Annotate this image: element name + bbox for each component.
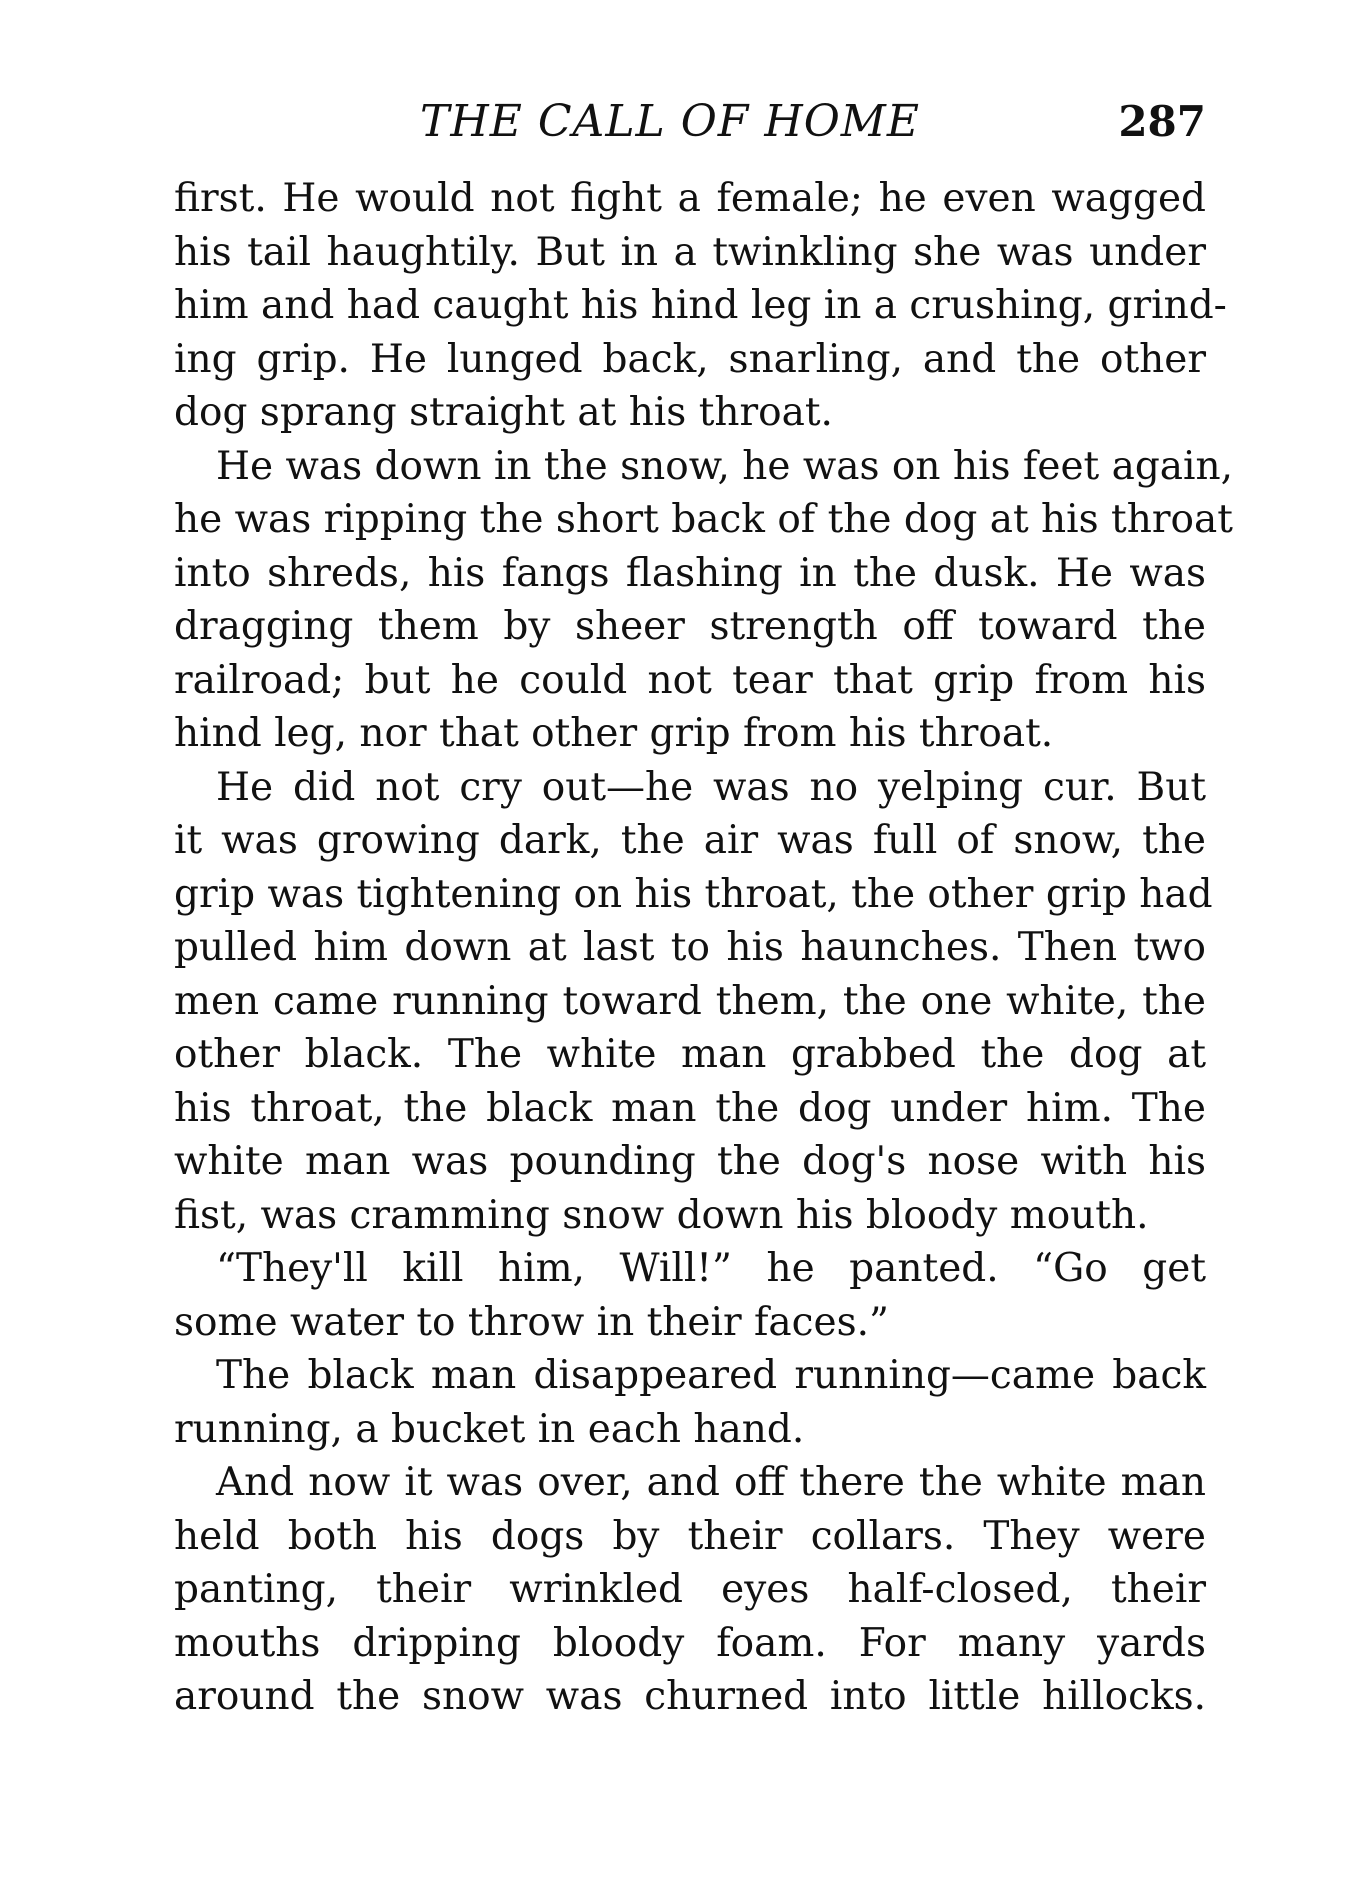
text-line: mouths dripping bloody foam. For many yards — [174, 1620, 1206, 1666]
text-line: fist, was cramming snow down his bloody mouth. — [174, 1192, 1149, 1238]
text-line: ing grip. He lunged back, snarling, and the other — [174, 336, 1206, 382]
paragraph-2 — [174, 440, 1234, 761]
paragraph-6 — [174, 1456, 1206, 1724]
text-line: held both his dogs by their collars. They were — [174, 1513, 1206, 1559]
text-line: men came running toward them, the one white, the — [174, 978, 1206, 1024]
text-line: his throat, the black man the dog under him. The — [174, 1085, 1206, 1131]
text-line: “They'll kill him, Will!” he panted. “Go get — [216, 1246, 1206, 1291]
text-line: And now it was over, and off there the white man — [216, 1460, 1206, 1505]
text-line: pulled him down at last to his haunches. Then two — [174, 925, 1206, 970]
text-line: hind leg, nor that other grip from his throat. — [174, 711, 1054, 756]
text-line: dragging them by sheer strength off toward the — [174, 604, 1206, 649]
text-line: grip was tightening on his throat, the other grip had — [174, 871, 1213, 917]
text-line: The black man disappeared running—came back — [216, 1353, 1206, 1398]
text-line: panting, their wrinkled eyes half-closed, their — [174, 1567, 1206, 1612]
text-line: into shreds, his fangs flashing in the dusk. He was — [174, 550, 1206, 596]
text-line: white man was pounding the dog's nose with his — [174, 1139, 1206, 1184]
text-line: first. He would not fight a female; he even wagged — [174, 176, 1206, 221]
paragraph-5 — [174, 1349, 1206, 1456]
text-line: some water to throw in their faces.” — [174, 1299, 889, 1345]
paragraph-4 — [174, 1242, 1206, 1349]
text-line: He was down in the snow, he was on his feet again, — [216, 443, 1234, 489]
running-title: THE CALL OF HOME — [420, 96, 920, 147]
paragraph-3 — [174, 761, 1213, 1243]
text-line: him and had caught his hind leg in a crushing, grind- — [174, 283, 1227, 328]
body-text — [174, 172, 1234, 1724]
page-number: 287 — [1118, 97, 1206, 146]
text-line: He did not cry out—he was no yelping cur. But — [216, 764, 1206, 810]
text-line: dog sprang straight at his throat. — [174, 390, 833, 435]
text-line: it was growing dark, the air was full of snow, the — [174, 818, 1206, 863]
text-line: railroad; but he could not tear that grip from his — [174, 657, 1206, 703]
text-line: running, a bucket in each hand. — [174, 1406, 805, 1452]
paragraph-1 — [174, 172, 1227, 440]
text-line: other black. The white man grabbed the dog at — [174, 1032, 1206, 1077]
running-head — [174, 92, 1206, 152]
text-line: around the snow was churned into little hillocks. — [174, 1674, 1206, 1719]
text-line: his tail haughtily. But in a twinkling she was under — [174, 229, 1206, 275]
text-line: he was ripping the short back of the dog at his throat — [174, 497, 1233, 542]
